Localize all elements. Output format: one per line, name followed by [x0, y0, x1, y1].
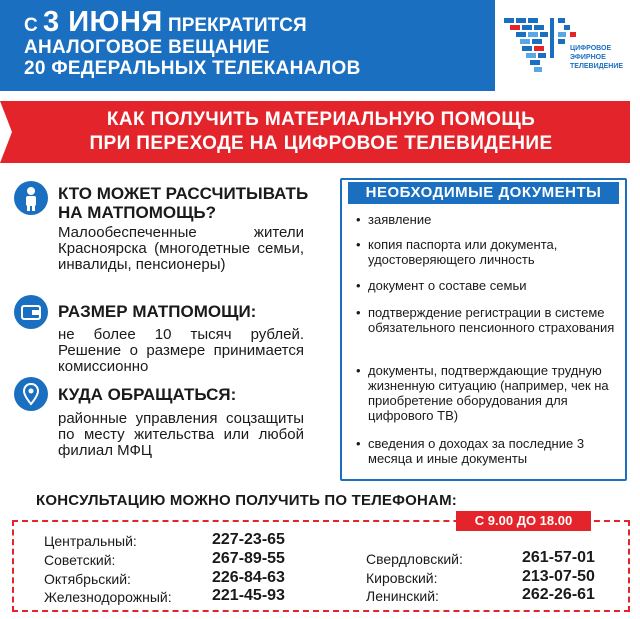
where-text: районные управления соцзащиты по месту жительства или любой филиал МФЦ [58, 410, 304, 459]
documents-title: НЕОБХОДИМЫЕ ДОКУМЕНТЫ [348, 182, 619, 204]
doc-item: • сведения о доходах за последние 3 месяца и иные документы [356, 436, 618, 466]
phone-number[interactable]: 261-57-01 [522, 549, 595, 566]
hours-badge: С 9.00 ДО 18.00 [456, 511, 591, 531]
where-title: КУДА ОБРАЩАТЬСЯ: [58, 385, 237, 404]
header-date: 3 ИЮНЯ [43, 6, 163, 38]
header-line-3: 20 ФЕДЕРАЛЬНЫХ ТЕЛЕКАНАЛОВ [24, 58, 361, 79]
header-line-1 [24, 6, 307, 39]
phone-number[interactable]: 267-89-55 [212, 550, 285, 567]
banner-line-1: КАК ПОЛУЧИТЬ МАТЕРИАЛЬНУЮ ПОМОЩЬ [106, 109, 536, 130]
who-text: Малообеспеченные жители Красноярска (многодетные семьи, инвалиды, пенсионеры) [58, 224, 304, 273]
doc-item: • заявление [356, 212, 618, 227]
banner-line-2: ПРИ ПЕРЕХОДЕ НА ЦИФРОВОЕ ТЕЛЕВИДЕНИЕ [89, 133, 553, 154]
phone-district: Октябрьский: [44, 571, 131, 587]
header-panel [0, 0, 495, 91]
logo-line-1: ЦИФРОВОЕ [570, 45, 612, 52]
logo-line-3: ТЕЛЕВИДЕНИЕ [570, 63, 624, 70]
header-line-2: АНАЛОГОВОЕ ВЕЩАНИЕ [24, 37, 270, 58]
header-line1-rest: ПРЕКРАТИТСЯ [168, 15, 307, 36]
phone-number[interactable]: 221-45-93 [212, 587, 285, 604]
who-title [58, 184, 308, 222]
phone-number[interactable]: 213-07-50 [522, 568, 595, 585]
phone-district: Железнодорожный: [44, 589, 172, 605]
phone-number[interactable]: 227-23-65 [212, 531, 285, 548]
logo-caption [570, 44, 623, 71]
title-banner [12, 101, 630, 163]
phone-district: Центральный: [44, 533, 137, 549]
phone-district: Кировский: [366, 570, 438, 586]
phone-district: Ленинский: [366, 588, 439, 604]
logo-line-2: ЭФИРНОЕ [570, 54, 606, 61]
header-prefix: С [24, 15, 38, 36]
consult-title: КОНСУЛЬТАЦИЮ МОЖНО ПОЛУЧИТЬ ПО ТЕЛЕФОНАМ: [36, 492, 457, 509]
wallet-icon [14, 295, 48, 329]
amount-text: не более 10 тысяч рублей. Решение о размере принимается комиссионно [58, 326, 304, 375]
doc-item: • документы, подтверждающие трудную жизненную ситуацию (например, чек на приобретение оборудования для цифрового ТВ) [356, 363, 618, 423]
doc-item: • копия паспорта или документа, удостоверяющего личность [356, 237, 618, 267]
person-icon [14, 181, 48, 215]
who-title-line-2: НА МАТПОМОЩЬ? [58, 203, 217, 222]
amount-title: РАЗМЕР МАТПОМОЩИ: [58, 302, 257, 321]
phone-district: Свердловский: [366, 551, 463, 567]
location-pin-icon [14, 377, 48, 411]
doc-item: • документ о составе семьи [356, 278, 618, 293]
who-title-line-1: КТО МОЖЕТ РАССЧИТЫВАТЬ [58, 184, 309, 203]
phone-number[interactable]: 262-26-61 [522, 586, 595, 603]
header [0, 0, 640, 96]
phone-district: Советский: [44, 552, 116, 568]
documents-box [340, 178, 627, 481]
phone-number[interactable]: 226-84-63 [212, 569, 285, 586]
doc-item: • подтверждение регистрации в системе обязательного пенсионного страхования [356, 305, 618, 335]
